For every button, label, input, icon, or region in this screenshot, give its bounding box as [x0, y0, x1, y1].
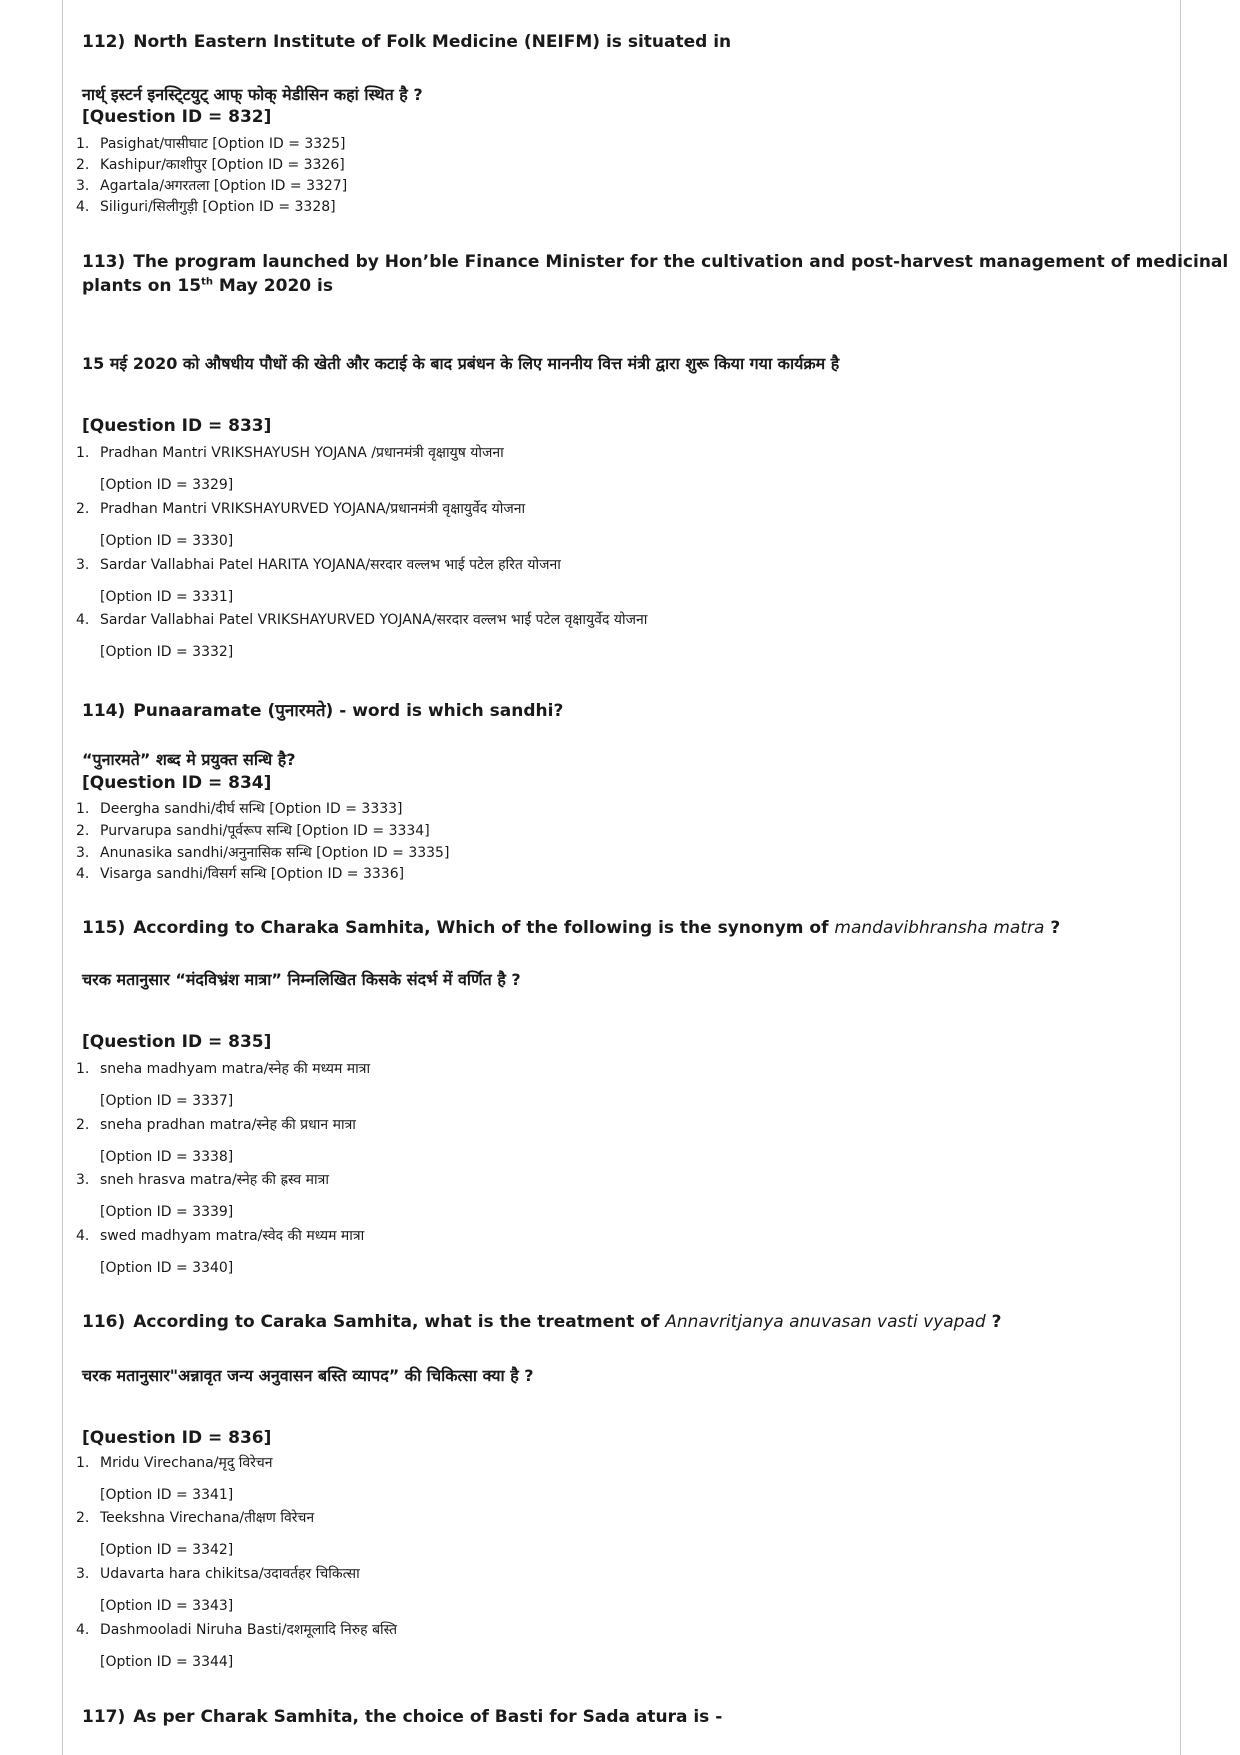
question-116-id: [Question ID = 836]	[82, 1428, 272, 1448]
question-113-option-1: 1. Pradhan Mantri VRIKSHAYUSH YOJANA /प्रधानमंत्री वृक्षायुष योजना	[76, 445, 504, 461]
question-116-option-2: 2. Teekshna Virechana/तीक्षण विरेचन	[76, 1510, 315, 1526]
question-112-option-2: 2. Kashipur/काशीपुर [Option ID = 3326]	[76, 157, 345, 173]
question-112-option-4: 4. Siliguri/सिलीगुड़ी [Option ID = 3328]	[76, 199, 336, 215]
question-113-title-line1: 113) The program launched by Hon’ble Finance Minister for the cultivation and post-harvest management of medicinal	[82, 252, 1229, 272]
question-115-title: 115) According to Charaka Samhita, Which of the following is the synonym of mandavibhransha matra ?	[82, 918, 1061, 938]
question-115-option-3: 3. sneh hrasva matra/स्नेह की ह्रस्व मात्रा	[76, 1172, 329, 1188]
question-115-hindi: चरक मतानुसार “मंदविभ्रंश मात्रा” निम्नलिखित किसके संदर्भ में वर्णित है ?	[82, 970, 521, 989]
question-112-option-3: 3. Agartala/अगरतला [Option ID = 3327]	[76, 178, 348, 194]
question-116-hindi: चरक मतानुसार"अन्नावृत जन्य अनुवासन बस्ति व्यापद” की चिकित्सा क्या है ?	[82, 1366, 534, 1385]
question-113-option-4-id: [Option ID = 3332]	[100, 644, 234, 660]
question-114-id: [Question ID = 834]	[82, 773, 272, 793]
question-115-option-4: 4. swed madhyam matra/स्वेद की मध्यम मात्रा	[76, 1228, 365, 1244]
question-115-option-1-id: [Option ID = 3337]	[100, 1093, 234, 1109]
question-112-id: [Question ID = 832]	[82, 107, 272, 127]
question-112-title: 112) North Eastern Institute of Folk Medicine (NEIFM) is situated in	[82, 32, 732, 52]
question-114-option-2: 2. Purvarupa sandhi/पूर्वरूप सन्धि [Option ID = 3334]	[76, 823, 430, 839]
question-116-option-4-id: [Option ID = 3344]	[100, 1654, 234, 1670]
question-114-title: 114) Punaaramate (पुनारमते) - word is which sandhi?	[82, 701, 564, 721]
question-115-option-2-id: [Option ID = 3338]	[100, 1149, 234, 1165]
question-114-option-1: 1. Deergha sandhi/दीर्घ सन्धि [Option ID = 3333]	[76, 801, 403, 817]
question-113-option-1-id: [Option ID = 3329]	[100, 477, 234, 493]
question-114-hindi: “पुनारमते” शब्द मे प्रयुक्त सन्धि है?	[82, 750, 296, 769]
question-113-option-3-id: [Option ID = 3331]	[100, 589, 234, 605]
question-114-option-4: 4. Visarga sandhi/विसर्ग सन्धि [Option ID = 3336]	[76, 866, 405, 882]
question-113-option-2: 2. Pradhan Mantri VRIKSHAYURVED YOJANA/प्रधानमंत्री वृक्षायुर्वेद योजना	[76, 501, 526, 517]
question-117-title: 117) As per Charak Samhita, the choice of Basti for Sada atura is -	[82, 1707, 723, 1727]
question-116-title: 116) According to Caraka Samhita, what is the treatment of Annavritjanya anuvasan vasti vyapad ?	[82, 1312, 1002, 1332]
question-113-title-line2: plants on 15th May 2020 is	[82, 276, 333, 296]
question-113-option-4: 4. Sardar Vallabhai Patel VRIKSHAYURVED YOJANA/सरदार वल्लभ भाई पटेल वृक्षायुर्वेद योजना	[76, 612, 648, 628]
question-116-option-4: 4. Dashmooladi Niruha Basti/दशमूलादि निरुह बस्ति	[76, 1622, 398, 1638]
question-113-option-3: 3. Sardar Vallabhai Patel HARITA YOJANA/सरदार वल्लभ भाई पटेल हरित योजना	[76, 557, 561, 573]
question-115-option-2: 2. sneha pradhan matra/स्नेह की प्रधान मात्रा	[76, 1117, 356, 1133]
question-116-option-2-id: [Option ID = 3342]	[100, 1542, 234, 1558]
question-116-option-3-id: [Option ID = 3343]	[100, 1598, 234, 1614]
question-116-option-1: 1. Mridu Virechana/मृदु विरेचन	[76, 1455, 273, 1471]
question-112-option-1: 1. Pasighat/पासीघाट [Option ID = 3325]	[76, 136, 346, 152]
question-112-hindi: नार्थ् इस्टर्न इनस्टि्टयुट् आफ् फोक् मेडीसिन कहां स्थित है ?	[82, 85, 423, 104]
question-116-option-1-id: [Option ID = 3341]	[100, 1487, 234, 1503]
question-115-id: [Question ID = 835]	[82, 1032, 272, 1052]
question-115-option-3-id: [Option ID = 3339]	[100, 1204, 234, 1220]
question-113-hindi: 15 मई 2020 को औषधीय पौधों की खेती और कटाई के बाद प्रबंधन के लिए माननीय वित्त मंत्री द्वारा शुरू किया गया कार्यक्रम है	[82, 354, 840, 373]
question-116-option-3: 3. Udavarta hara chikitsa/उदावर्तहर चिकित्सा	[76, 1566, 360, 1582]
question-115-option-1: 1. sneha madhyam matra/स्नेह की मध्यम मात्रा	[76, 1061, 371, 1077]
question-113-id: [Question ID = 833]	[82, 416, 272, 436]
question-115-option-4-id: [Option ID = 3340]	[100, 1260, 234, 1276]
question-113-option-2-id: [Option ID = 3330]	[100, 533, 234, 549]
question-114-option-3: 3. Anunasika sandhi/अनुनासिक सन्धि [Option ID = 3335]	[76, 845, 450, 861]
